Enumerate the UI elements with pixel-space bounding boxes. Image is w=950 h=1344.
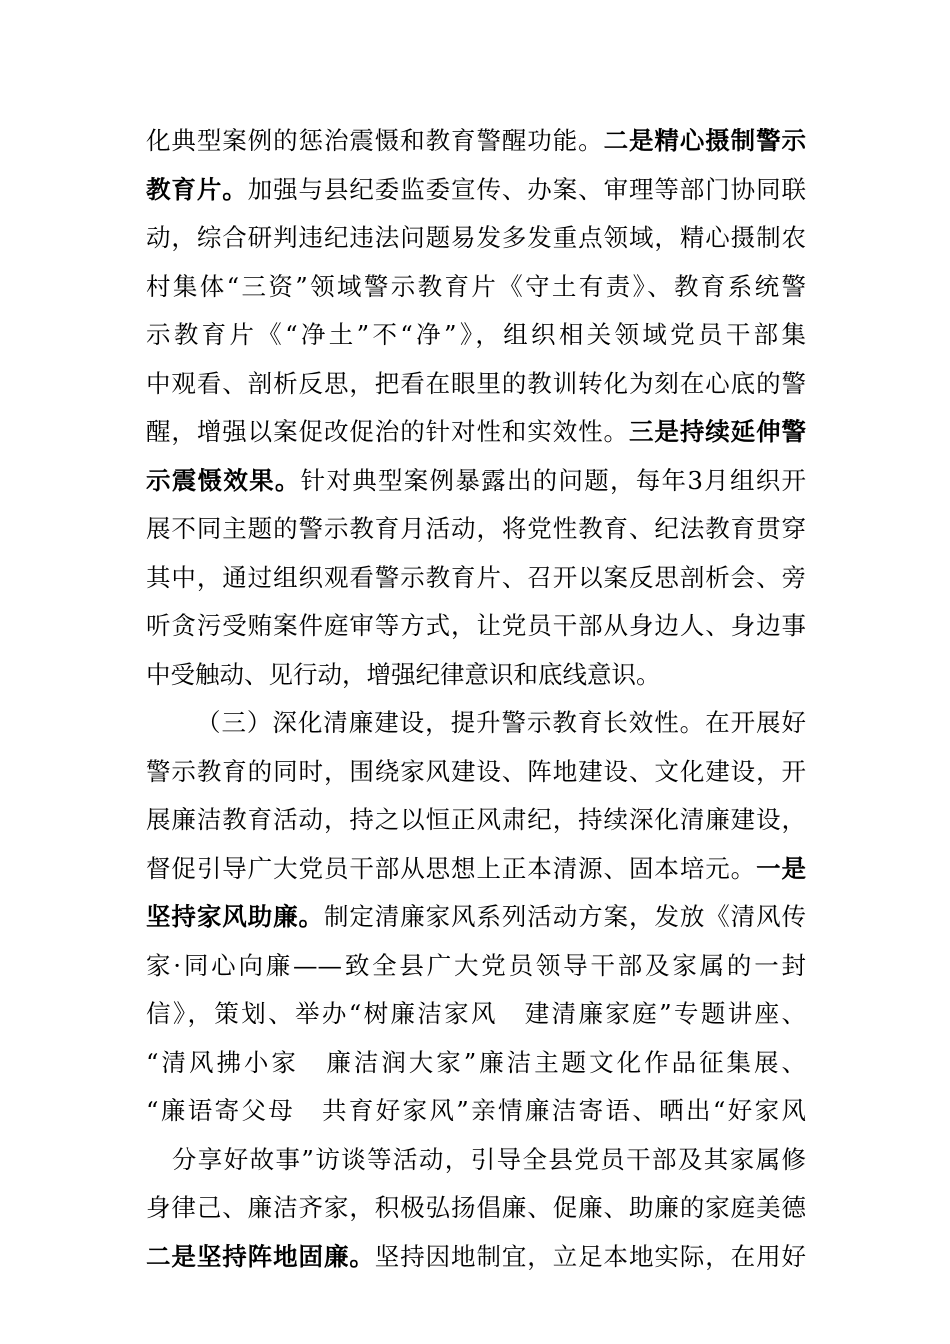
section-heading-line (146, 699, 806, 748)
text-line (146, 166, 806, 215)
text-line (146, 1136, 806, 1185)
text-segment: 督促引导广大党员干部从思想上正本清源、固本培元。 (146, 853, 757, 883)
text-line (146, 505, 806, 554)
text-line (146, 457, 806, 506)
bold-heading: 二是坚持阵地固廉。 (146, 1241, 375, 1271)
text-segment: 警示教育的同时，围绕家风建设、阵地建设、文化建设，开 (146, 756, 806, 786)
text-line (146, 1184, 806, 1233)
bold-heading: 一是 (756, 853, 806, 883)
text-segment: 身律己、廉洁齐家，积极弘扬倡廉、促廉、助廉的家庭美德 (146, 1193, 806, 1222)
bold-heading: 二是精心摄制警示 (603, 126, 807, 155)
text-segment: “清风拂小家 廉洁润大家”廉洁主题文化作品征集展、 (146, 1047, 806, 1077)
text-line (146, 651, 806, 700)
text-segment: “廉语寄父母 共育好家风”亲情廉洁寄语、晒出“好家风 (146, 1096, 806, 1125)
text-segment: 醒，增强以案促改促治的针对性和实效性。 (146, 417, 629, 446)
text-segment: 信》，策划、举办“树廉洁家风 建清廉家庭”专题讲座、 (146, 999, 806, 1028)
text-line (146, 117, 806, 166)
text-segment: 其中，通过组织观看警示教育片、召开以案反思剖析会、旁 (146, 562, 806, 592)
text-line (146, 408, 806, 457)
text-segment: 在开展好 (705, 708, 807, 737)
section-heading: （三）深化清廉建设，提升警示教育长效性。 (196, 708, 706, 737)
text-segment: 家·同心向廉——致全县广大党员领导干部及家属的一封 (146, 950, 806, 980)
text-line (146, 1087, 806, 1136)
text-segment: 制定清廉家风系列活动方案，发放《清风传 (323, 902, 807, 931)
text-line (146, 263, 806, 312)
text-line (146, 602, 806, 651)
body-text (146, 117, 806, 1281)
text-line (146, 942, 806, 991)
bold-heading: 三是持续延伸警 (628, 417, 807, 446)
text-line (146, 554, 806, 603)
text-segment: 中观看、剖析反思，把看在眼里的教训转化为刻在心底的警 (146, 368, 806, 398)
text-line (146, 845, 806, 894)
text-segment: 加强与县纪委监委宣传、办案、审理等部门协同联 (247, 174, 807, 204)
text-line (146, 990, 806, 1039)
bold-heading: 示震慑效果。 (146, 465, 301, 495)
text-line (146, 311, 806, 360)
text-segment: 中受触动、见行动，增强纪律意识和底线意识。 (146, 659, 661, 689)
text-segment: 化典型案例的惩治震慑和教育警醒功能。 (146, 126, 604, 155)
text-segment: 动，综合研判违纪违法问题易发多发重点领域，精心摄制农 (146, 223, 806, 252)
bold-heading: 坚持家风助廉。 (146, 902, 324, 931)
text-segment: 展廉洁教育活动，持之以恒正风肃纪，持续深化清廉建设， (146, 805, 806, 834)
text-segment: 坚持因地制宜，立足本地实际，在用好 (374, 1241, 806, 1271)
text-line (146, 748, 806, 797)
text-segment: 村集体“三资”领域警示教育片《守土有责》、教育系统警 (146, 271, 806, 301)
text-segment: 针对典型案例暴露出的问题，每年3月组织开 (300, 465, 807, 495)
text-segment: 示教育片《“净土”不“净”》，组织相关领域党员干部集 (146, 320, 806, 349)
text-segment: 展不同主题的警示教育月活动，将党性教育、纪法教育贯穿 (146, 514, 806, 543)
text-line (146, 796, 806, 845)
text-line (146, 1233, 806, 1282)
text-segment: 听贪污受贿案件庭审等方式，让党员干部从身边人、身边事 (146, 611, 806, 640)
text-line (146, 360, 806, 409)
text-line (146, 1039, 806, 1088)
text-segment: 分享好故事”访谈等活动，引导全县党员干部及其家属修 (146, 1144, 806, 1174)
bold-heading: 教育片。 (146, 174, 248, 204)
text-line (146, 214, 806, 263)
text-line (146, 893, 806, 942)
